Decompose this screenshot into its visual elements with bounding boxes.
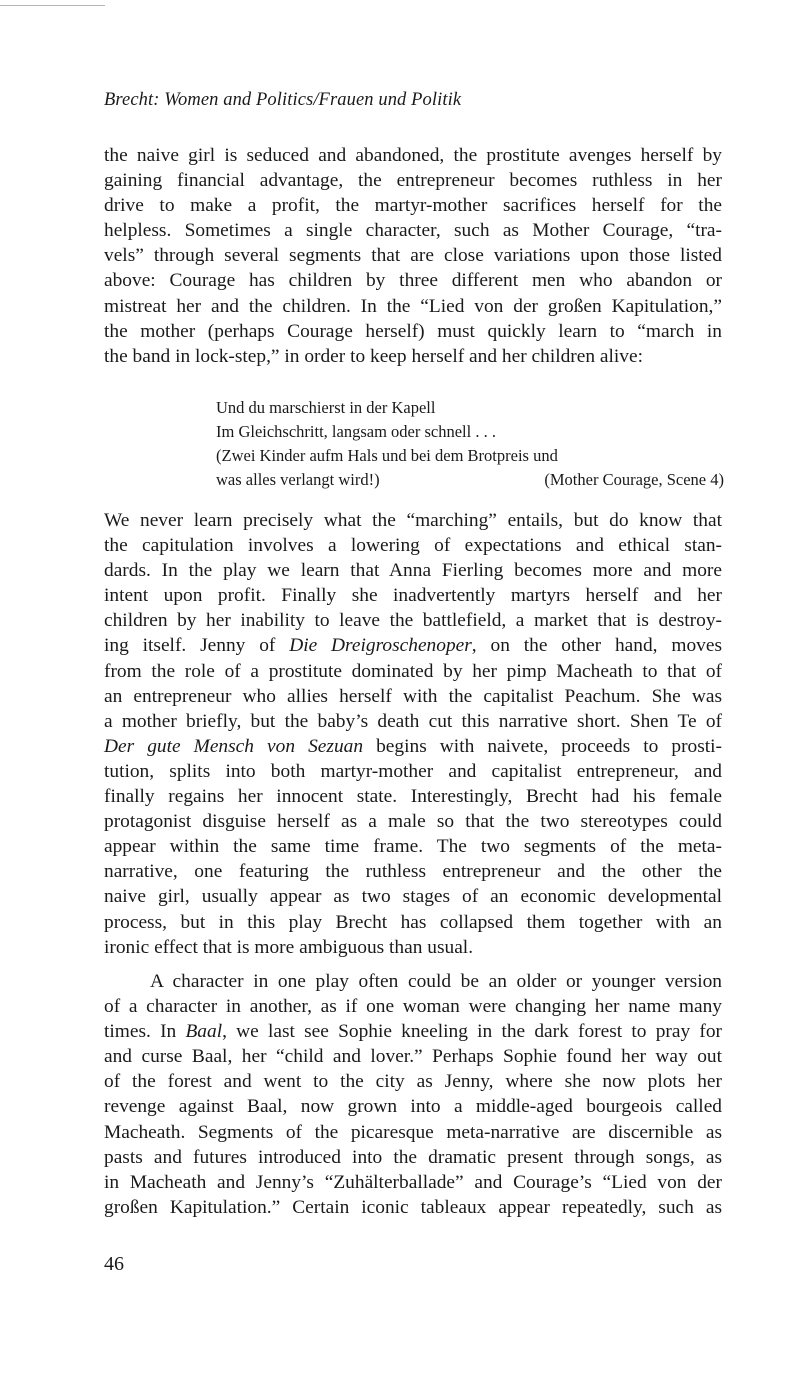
- text-line: protagonist disguise herself as a male so that the two stereotypes could: [104, 811, 722, 833]
- paragraph-2: [104, 508, 722, 960]
- text-segment: , on the other hand, moves: [471, 635, 722, 657]
- text-line: an entrepreneur who allies herself with the capitalist Peachum. She was: [104, 685, 722, 707]
- text-segment: , we last see Sophie kneeling in the dark forest to pray for: [222, 1021, 722, 1043]
- text-segment: begins with naivete, proceeds to prosti-: [363, 735, 722, 757]
- work-title: Baal: [185, 1021, 223, 1043]
- text-line: gaining financial advantage, the entrepreneur becomes ruthless in her: [104, 170, 722, 192]
- text-line: drive to make a profit, the martyr-mother sacrifices herself for the: [104, 195, 722, 217]
- verse-line: Und du marschierst in der Kapell: [216, 398, 436, 417]
- text-segment: ing itself. Jenny of: [104, 635, 290, 657]
- verse-final-line: [216, 468, 724, 492]
- text-line: pasts and futures introduced into the dramatic present through songs, as: [104, 1146, 722, 1168]
- text-line: above: Courage has children by three different men who abandon or: [104, 270, 722, 292]
- text-segment: times. In: [104, 1021, 186, 1043]
- text-line: intent upon profit. Finally she inadvertently martyrs herself and her: [104, 585, 722, 607]
- verse-line: Im Gleichschritt, langsam oder schnell . . .: [216, 422, 496, 441]
- scan-edge-rule: [0, 5, 105, 6]
- verse-quotation: [216, 396, 724, 492]
- paragraph-3: [104, 969, 722, 1220]
- verse-line: was alles verlangt wird!): [216, 470, 380, 489]
- text-line: a mother briefly, but the baby’s death cut this narrative short. Shen Te of: [104, 710, 722, 732]
- text-line: revenge against Baal, now grown into a middle-aged bourgeois called: [104, 1096, 722, 1118]
- text-line: tution, splits into both martyr-mother and capitalist entrepreneur, and: [104, 760, 722, 782]
- text-line: of a character in another, as if one woman were changing her name many: [104, 996, 722, 1018]
- page-number: 46: [104, 1253, 124, 1275]
- text-line: [104, 1019, 722, 1044]
- text-line: We never learn precisely what the “marching” entails, but do know that: [104, 510, 722, 531]
- text-line: process, but in this play Brecht has collapsed them together with an: [104, 911, 722, 933]
- text-line: and curse Baal, her “child and lover.” Perhaps Sophie found her way out: [104, 1046, 722, 1068]
- text-line: the naive girl is seduced and abandoned, the prostitute avenges herself by: [104, 145, 722, 166]
- text-line: narrative, one featuring the ruthless entrepreneur and the other the: [104, 861, 722, 883]
- text-line: naive girl, usually appear as two stages of an economic developmental: [104, 886, 722, 908]
- running-head: Brecht: Women and Politics/Frauen und Politik: [104, 90, 462, 110]
- text-line: of the forest and went to the city as Jenny, where she now plots her: [104, 1071, 722, 1093]
- text-line: the mother (perhaps Courage herself) must quickly learn to “march in: [104, 320, 722, 342]
- verse-line: (Zwei Kinder aufm Hals und bei dem Brotpreis und: [216, 446, 558, 465]
- text-line: [104, 734, 722, 759]
- text-line: in Macheath and Jenny’s “Zuhälterballade” and Courage’s “Lied von der: [104, 1171, 722, 1193]
- text-line: [104, 633, 722, 658]
- text-line: dards. In the play we learn that Anna Fierling becomes more and more: [104, 560, 722, 582]
- text-line: appear within the same time frame. The two segments of the meta-: [104, 836, 722, 858]
- paragraph-1: [104, 143, 722, 369]
- text-line: the band in lock-step,” in order to keep herself and her children alive:: [104, 345, 643, 367]
- text-line: vels” through several segments that are close variations upon those listed: [104, 245, 722, 267]
- text-line: children by her inability to leave the battlefield, a market that is destroy-: [104, 610, 722, 632]
- text-line: ironic effect that is more ambiguous than usual.: [104, 936, 474, 958]
- text-line: großen Kapitulation.” Certain iconic tableaux appear repeatedly, such as: [104, 1196, 722, 1218]
- work-title: Die Dreigroschenoper: [289, 635, 472, 657]
- text-line: the capitulation involves a lowering of expectations and ethical stan-: [104, 535, 722, 557]
- text-line: from the role of a prostitute dominated by her pimp Macheath to that of: [104, 660, 722, 682]
- text-line: A character in one play often could be an older or younger version: [150, 971, 722, 992]
- text-line: helpless. Sometimes a single character, such as Mother Courage, “tra-: [104, 220, 722, 242]
- work-title: Der gute Mensch von Sezuan: [104, 735, 364, 757]
- verse-citation: (Mother Courage, Scene 4): [544, 470, 724, 489]
- text-line: finally regains her innocent state. Interestingly, Brecht had his female: [104, 786, 722, 808]
- text-line: mistreat her and the children. In the “Lied von der großen Kapitulation,”: [104, 295, 722, 317]
- text-line: Macheath. Segments of the picaresque meta-narrative are discernible as: [104, 1121, 722, 1143]
